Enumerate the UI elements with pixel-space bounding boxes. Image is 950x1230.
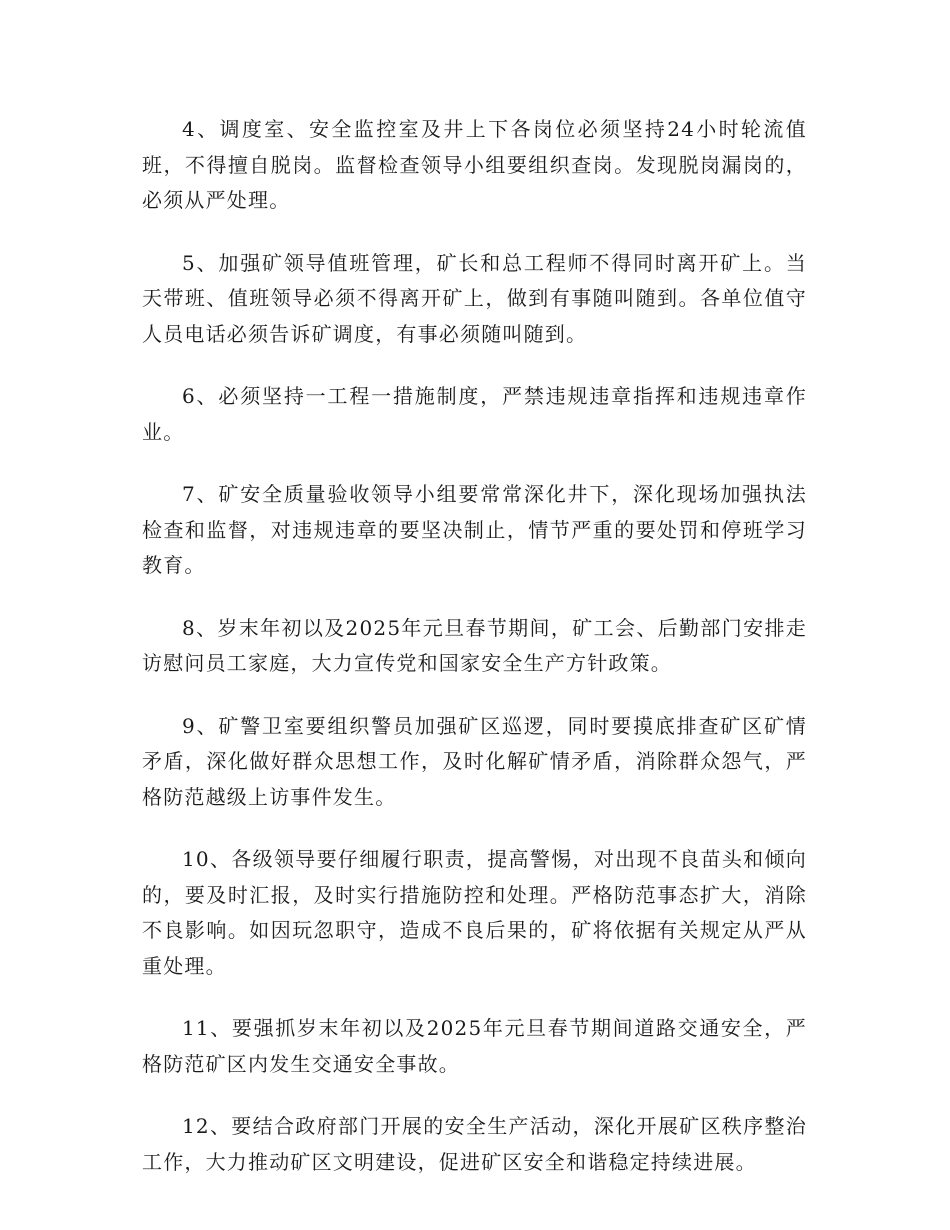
paragraph-item-5: 5、加强矿领导值班管理，矿长和总工程师不得同时离开矿上。当天带班、值班领导必须不得离开矿上，做到有事随叫随到。各单位值守人员电话必须告诉矿调度，有事必须随叫随到。: [142, 250, 807, 346]
paragraph-item-9: 9、矿警卫室要组织警员加强矿区巡逻，同时要摸底排查矿区矿情矛盾，深化做好群众思想工作，及时化解矿情矛盾，消除群众怨气，严格防范越级上访事件发生。: [142, 713, 807, 809]
paragraph-item-8: 8、岁末年初以及2025年元旦春节期间，矿工会、后勤部门安排走访慰问员工家庭，大力宣传党和国家安全生产方针政策。: [142, 615, 807, 675]
paragraph-item-12: 12、要结合政府部门开展的安全生产活动，深化开展矿区秩序整治工作，大力推动矿区文明建设，促进矿区安全和谐稳定持续进展。: [142, 1114, 807, 1174]
paragraph-item-11: 11、要强抓岁末年初以及2025年元旦春节期间道路交通安全，严格防范矿区内发生交通安全事故。: [142, 1016, 807, 1076]
paragraph-item-4: 4、调度室、安全监控室及井上下各岗位必须坚持24小时轮流值班，不得擅自脱岗。监督检查领导小组要组织查岗。发现脱岗漏岗的，必须从严处理。: [142, 117, 807, 212]
paragraph-item-10: 10、各级领导要仔细履行职责，提高警惕，对出现不良苗头和倾向的，要及时汇报，及时实行措施防控和处理。严格防范事态扩大，消除不良影响。如因玩忽职守，造成不良后果的，矿将依据有关规定从严从重处理。: [142, 847, 807, 978]
paragraph-item-6: 6、必须坚持一工程一措施制度，严禁违规违章指挥和违规违章作业。: [142, 384, 807, 444]
document-body: [142, 112, 807, 1207]
paragraph-item-7: 7、矿安全质量验收领导小组要常常深化井下，深化现场加强执法检查和监督，对违规违章的要坚决制止，情节严重的要处罚和停班学习教育。: [142, 482, 807, 577]
